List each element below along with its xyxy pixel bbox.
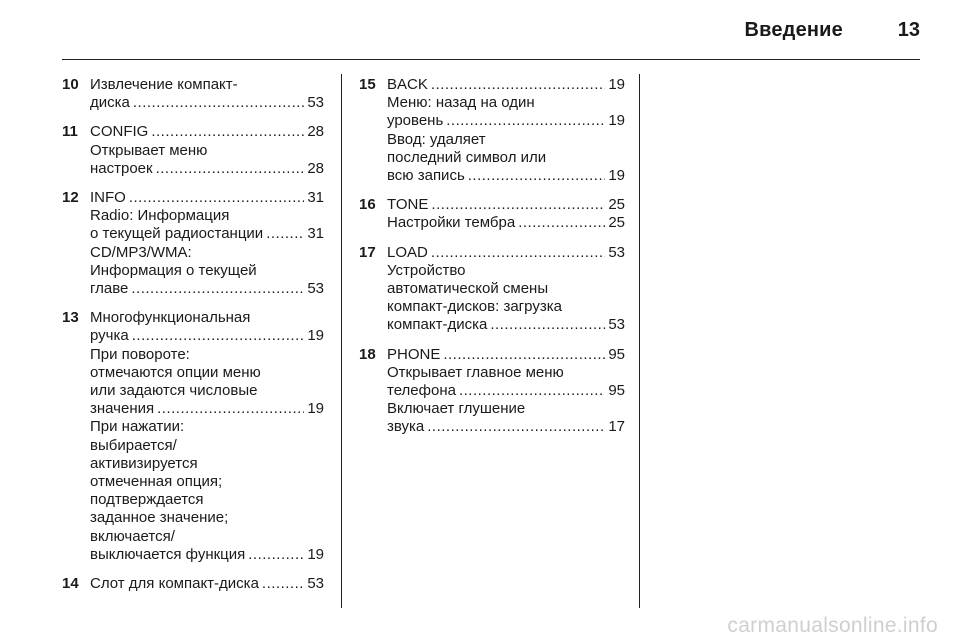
entry-text: последний символ или: [387, 148, 547, 166]
page-title: Введение: [744, 19, 843, 41]
entry-text: При повороте:: [90, 345, 190, 363]
watermark: carmanualsonline.info: [727, 614, 938, 637]
entry-text: всю запись: [387, 167, 465, 185]
dot-leader: [431, 244, 605, 262]
control-entry: [359, 244, 625, 335]
column-divider-right: [639, 74, 640, 608]
entry-text: ручка: [90, 327, 129, 345]
entry-text: BACK: [387, 76, 428, 93]
page-reference: 25: [608, 214, 625, 232]
index-line-with-page: [90, 123, 324, 141]
entry-text: подтверждается: [90, 491, 204, 509]
page-reference: 53: [307, 575, 324, 593]
entry-text: Извлечение компакт-: [90, 76, 238, 93]
middle-column: [359, 76, 625, 448]
index-line-with-page: [387, 346, 625, 364]
page-reference: 19: [608, 76, 625, 93]
entry-text: значения: [90, 400, 155, 418]
entry-text: Открывает главное меню: [387, 363, 564, 381]
entry-text: Ввод: удаляет: [387, 130, 486, 148]
entry-text: уровень: [387, 112, 444, 130]
index-line-with-page: [90, 400, 324, 418]
page-reference: 31: [307, 225, 324, 243]
control-entry: [359, 346, 625, 437]
entry-number: 15: [359, 76, 376, 93]
entry-text: Настройки тембра: [387, 214, 516, 232]
dot-leader: [431, 196, 605, 214]
dot-leader: [459, 382, 605, 400]
entry-text: LOAD: [387, 243, 428, 261]
index-line-with-page: [387, 214, 625, 232]
page-header: [0, 0, 960, 60]
control-entry: [359, 76, 625, 185]
control-entry: [62, 309, 324, 564]
dot-leader: [443, 346, 605, 364]
entry-text: выключается функция: [90, 545, 246, 563]
entry-text: PHONE: [387, 345, 441, 363]
entry-text: INFO: [90, 189, 126, 207]
entry-number: 17: [359, 243, 376, 261]
entry-text: Radio: Информация: [90, 207, 230, 225]
entry-text: диска: [90, 94, 130, 112]
index-line-with-page: [90, 94, 324, 112]
index-line-with-page: [90, 280, 324, 298]
entry-text: Многофункциональная: [90, 309, 251, 327]
entry-text: Устройство: [387, 261, 466, 279]
page-reference: 28: [307, 159, 324, 177]
page-reference: 53: [307, 94, 324, 112]
entry-number: 18: [359, 345, 376, 363]
entry-number: 13: [62, 309, 79, 327]
entry-text: телефона: [387, 382, 456, 400]
dot-leader: [131, 280, 304, 298]
dot-leader: [156, 160, 305, 178]
entry-text: Открывает меню: [90, 141, 208, 159]
page-reference: 19: [307, 400, 324, 418]
index-line-with-page: [387, 112, 625, 130]
entry-text: выбирается/: [90, 436, 177, 454]
page-reference: 19: [307, 545, 324, 563]
dot-leader: [151, 123, 304, 141]
entry-text: При нажатии:: [90, 418, 185, 436]
entry-text: TONE: [387, 196, 429, 214]
entry-text: о текущей радиостанции: [90, 225, 264, 243]
entry-text: Меню: назад на один: [387, 94, 535, 112]
entry-text: главе: [90, 280, 129, 298]
page-reference: 31: [307, 189, 324, 207]
control-entry: [62, 575, 324, 593]
index-line-with-page: [387, 167, 625, 185]
page-reference: 53: [608, 243, 625, 261]
page-reference: 19: [608, 112, 625, 130]
entry-number: 14: [62, 575, 79, 593]
entry-text: CD/MP3/WMA:: [90, 243, 192, 261]
page-reference: 53: [608, 316, 625, 334]
index-line-with-page: [90, 546, 324, 564]
entry-text: Включает глушение: [387, 400, 526, 418]
page-reference: 53: [307, 280, 324, 298]
index-line-with-page: [90, 575, 324, 593]
page-reference: 95: [608, 345, 625, 363]
entry-text: звука: [387, 418, 425, 436]
dot-leader: [490, 316, 605, 334]
control-entry: [62, 76, 324, 112]
dot-leader: [129, 189, 304, 207]
entry-text: компакт-диска: [387, 316, 488, 334]
dot-leader: [133, 94, 304, 112]
page-reference: 19: [608, 167, 625, 185]
control-entry: [359, 196, 625, 232]
page-number: 13: [897, 19, 920, 41]
entry-number: 11: [62, 123, 78, 141]
dot-leader: [132, 327, 305, 345]
column-divider-left: [341, 74, 342, 608]
index-line-with-page: [387, 196, 625, 214]
index-line-with-page: [90, 327, 324, 345]
entry-text: включается/: [90, 527, 175, 545]
left-column: [62, 76, 324, 604]
index-line-with-page: [387, 316, 625, 334]
header-divider: [62, 59, 920, 60]
entry-text: CONFIG: [90, 123, 149, 141]
entry-number: 16: [359, 196, 376, 214]
dot-leader: [157, 400, 304, 418]
dot-leader: [468, 167, 606, 185]
entry-text: настроек: [90, 159, 153, 177]
page-reference: 95: [608, 382, 625, 400]
index-line-with-page: [90, 189, 324, 207]
control-entry: [62, 123, 324, 178]
index-line-with-page: [90, 225, 324, 243]
entry-text: Информация о текущей: [90, 261, 257, 279]
page-reference: 17: [608, 418, 625, 436]
dot-leader: [431, 76, 605, 94]
entry-text: или задаются числовые: [90, 382, 258, 400]
page-reference: 19: [307, 327, 324, 345]
dot-leader: [248, 546, 304, 564]
index-line-with-page: [387, 418, 625, 436]
index-line-with-page: [387, 76, 625, 94]
control-entry: [62, 189, 324, 298]
dot-leader: [446, 112, 605, 130]
index-line-with-page: [387, 382, 625, 400]
entry-text: активизируется: [90, 454, 198, 472]
dot-leader: [518, 214, 605, 232]
page-reference: 25: [608, 196, 625, 214]
index-line-with-page: [90, 160, 324, 178]
entry-text: отмеченная опция;: [90, 473, 223, 491]
entry-number: 10: [62, 76, 79, 93]
entry-text: автоматической смены: [387, 280, 549, 298]
entry-text: Слот для компакт-диска: [90, 575, 259, 593]
entry-text: компакт-дисков: загрузка: [387, 298, 562, 316]
entry-text: заданное значение;: [90, 509, 229, 527]
dot-leader: [266, 225, 304, 243]
entry-number: 12: [62, 189, 79, 207]
page-reference: 28: [307, 123, 324, 141]
dot-leader: [262, 575, 304, 593]
index-line-with-page: [387, 244, 625, 262]
dot-leader: [427, 418, 605, 436]
entry-text: отмечаются опции меню: [90, 363, 261, 381]
